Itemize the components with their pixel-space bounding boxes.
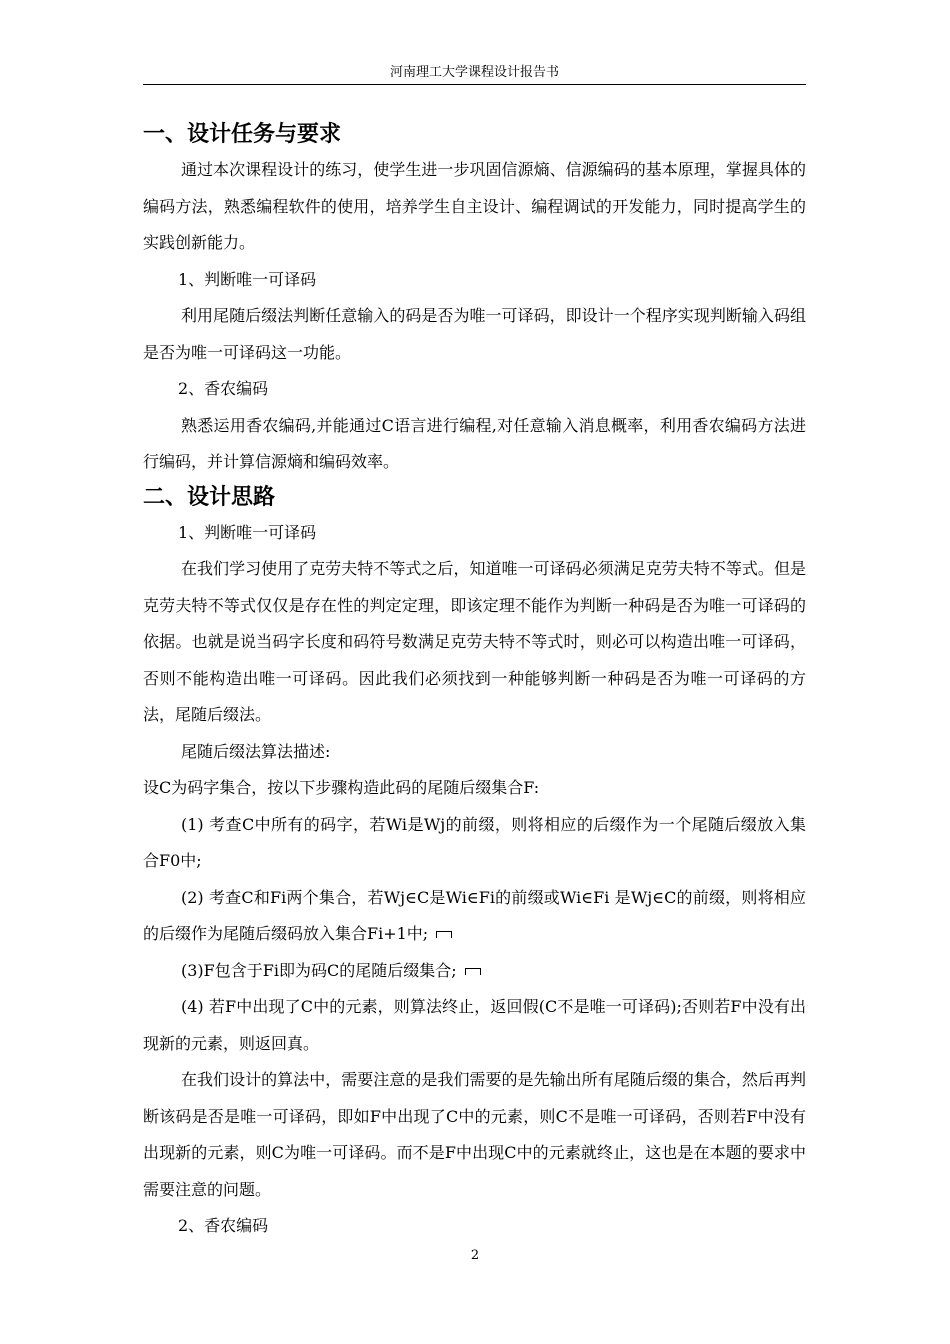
algorithm-step-1: (1) 考查C中所有的码字，若Wi是Wj的前缀，则将相应的后缀作为一个尾随后缀放入集合F0中;: [143, 814, 806, 870]
algorithm-step-4: (4) 若F中出现了C中的元素，则算法终止，返回假(C不是唯一可译码);否则若F中没有出现新的元素，则返回真。: [143, 997, 806, 1053]
algorithm-step-2: [143, 880, 806, 953]
section-2-para-1: 在我们学习使用了克劳夫特不等式之后，知道唯一可译码必须满足克劳夫特不等式。但是克劳夫特不等式仅仅是存在性的判定定理，即该定理不能作为判断一种码是否为唯一可译码的依据。也就是说当码字长度和码符号数满足克劳夫特不等式时，则必可以构造出唯一可译码，否则不能构造出唯一可译码。因此我们必须找到一种能够判断一种码是否为唯一可译码的方法，尾随后缀法。: [143, 559, 806, 724]
section-1-intro: 通过本次课程设计的练习，使学生进一步巩固信源熵、信源编码的基本原理，掌握具体的编码方法，熟悉编程软件的使用，培养学生自主设计、编程调试的开发能力，同时提高学生的实践创新能力。: [143, 160, 806, 252]
page-header: 河南理工大学课程设计报告书: [143, 64, 806, 85]
section-2-item-2-title: 2、香农编码: [178, 1216, 269, 1235]
section-1-item-1-text: 利用尾随后缀法判断任意输入的码是否为唯一可译码，即设计一个程序实现判断输入码组是否为唯一可译码这一功能。: [143, 306, 806, 362]
section-2-item-1-title: 1、判断唯一可译码: [178, 522, 317, 542]
section-2-para-2: 在我们设计的算法中，需要注意的是我们需要的是先输出所有尾随后缀的集合，然后再判断该码是否是唯一可译码，即如F中出现了C中的元素，则C不是唯一可译码，否则若F中没有出现新的元素，则C为唯一可译码。而不是F中出现C中的元素就终止，这也是在本题的要求中需要注意的问题。: [143, 1070, 806, 1199]
algorithm-title: 尾随后缀法算法描述:: [181, 741, 331, 761]
section-1-item-2-text: 熟悉运用香农编码,并能通过C语言进行编程,对任意输入消息概率，利用香农编码方法进行编码，并计算信源熵和编码效率。: [143, 415, 806, 471]
page-number: 2: [470, 1248, 480, 1263]
algorithm-step-3-text: (3)F包含于Fi即为码C的尾随后缀集合;: [181, 960, 457, 980]
algorithm-step-2-text: (2) 考查C和Fi两个集合，若Wj∈C是Wi∈Fi的前缀或Wi∈Fi 是Wj∈C的前缀，则将相应的后缀作为尾随后缀码放入集合Fi+1中;: [143, 887, 806, 943]
section-1-item-1-title: 1、判断唯一可译码: [178, 269, 317, 289]
section-1-item-2-title: 2、香农编码: [178, 379, 269, 398]
algorithm-intro: 设C为码字集合，按以下步骤构造此码的尾随后缀集合F:: [143, 778, 540, 797]
section-2-heading: 二、设计思路: [143, 484, 276, 510]
document-body: [143, 118, 806, 1245]
section-1-heading: 一、设计任务与要求: [143, 122, 342, 147]
return-mark-icon: [436, 931, 452, 938]
return-mark-icon: [465, 968, 481, 975]
algorithm-step-3: [143, 953, 806, 990]
